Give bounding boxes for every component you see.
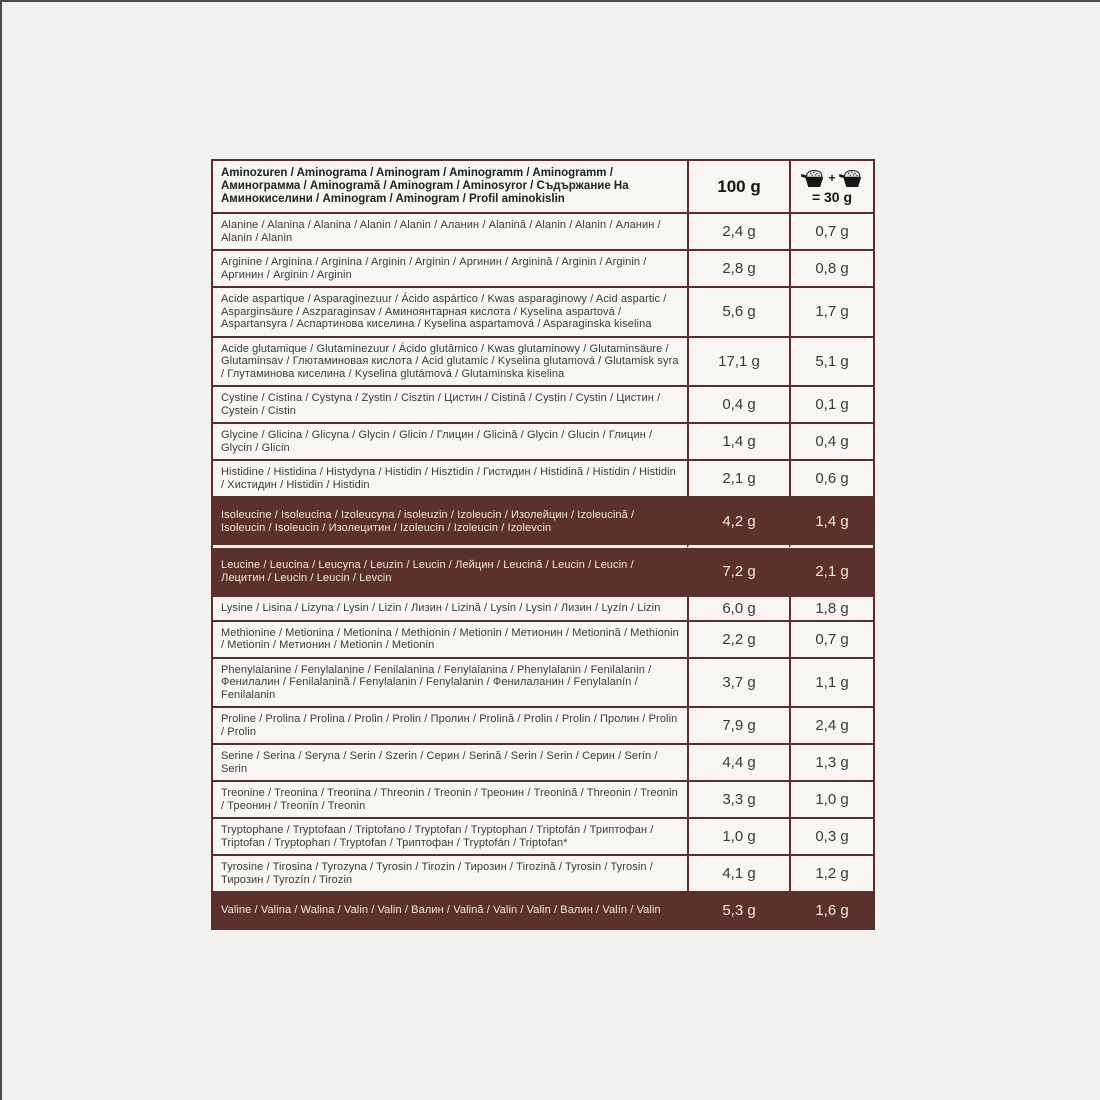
amino-names-cell: Cystine / Cistina / Cystyna / Zystin / Cisztin / Цистин / Cistină / Cystin / Cystin / Цистин / Cystein / Cistin <box>213 387 687 424</box>
value-100g-cell: 6,0 g <box>687 597 789 622</box>
amino-names-cell: Isoleucine / Isoleucina / Izoleucyna / isoleuzin / Izoleucin / Изолейцин / Izoleucină / Isoleucin / Isoleucin / Изолецитин / Izoleucin / Izoleucin / Izolevcin <box>213 498 687 548</box>
amino-names-cell: Acide aspartique / Asparaginezuur / Ácido aspártico / Kwas asparaginowy / Acid aspartic / Asparginsäure / Aszparaginsav / Аминоянтарная кислота / Kyselina aspartová / Aspartansyra / Аспартинова киселина / Kyselina aspartamová / Asparaginska kiselina <box>213 288 687 338</box>
value-100g-cell: 17,1 g <box>687 338 789 388</box>
value-100g-cell: 5,3 g <box>687 893 789 928</box>
aminogram-table <box>211 159 875 930</box>
value-30g-cell: 1,6 g <box>789 893 873 928</box>
value-30g-cell: 0,8 g <box>789 251 873 288</box>
header-per-serving <box>789 161 873 214</box>
value-100g-cell: 3,3 g <box>687 782 789 819</box>
value-30g-cell: 5,1 g <box>789 338 873 388</box>
value-30g-cell: 1,7 g <box>789 288 873 338</box>
header-per-100g: 100 g <box>687 161 789 214</box>
value-100g-cell: 7,9 g <box>687 708 789 745</box>
amino-names-cell: Histidine / Histidina / Histydyna / Histidin / Hisztidin / Гистидин / Histidină / Histidin / Histidin / Хистидин / Histidin / Histidin <box>213 461 687 498</box>
header-aminogram-title: Aminozuren / Aminograma / Aminogram / Aminogramm / Aminogramm / Аминограмма / Aminogramă / Aminogram / Aminosyror / Съдържание На Аминокиселини / Aminogram / Aminogram / Profil aminokislin <box>213 161 687 214</box>
value-100g-cell: 2,8 g <box>687 251 789 288</box>
table-row <box>213 856 873 893</box>
scoop-icon <box>800 168 826 188</box>
table-row <box>213 622 873 659</box>
table-row <box>213 251 873 288</box>
table-row <box>213 461 873 498</box>
plus-sign: + <box>828 171 836 185</box>
value-100g-cell: 2,2 g <box>687 622 789 659</box>
amino-names-cell: Phenylalanine / Fenylalanine / Fenilalanina / Fenylalanina / Phenylalanin / Fenilalanin / Фенилалин / Fenilalanină / Fenylalanin / Fenylalanin / Фенилаланин / Fenylalanín / Fenilalanin <box>213 659 687 709</box>
amino-names-cell: Treonine / Treonina / Treonina / Threonin / Treonin / Треонин / Treonină / Threonin / Treonin / Треонин / Treonín / Treonin <box>213 782 687 819</box>
table-row <box>213 214 873 251</box>
amino-names-cell: Valine / Valina / Walina / Valin / Valin / Валин / Valină / Valin / Valin / Валин / Valín / Valin <box>213 893 687 928</box>
amino-names-cell: Methionine / Metionina / Metionina / Methionin / Metionin / Метионин / Metionină / Methionin / Metionin / Метионин / Metionin / Metionin <box>213 622 687 659</box>
table-row <box>213 597 873 622</box>
amino-names-cell: Lysine / Lisina / Lizyna / Lysin / Lizin / Лизин / Lizină / Lysin / Lysin / Лизин / Lyzín / Lizin <box>213 597 687 622</box>
value-100g-cell: 7,2 g <box>687 548 789 597</box>
value-100g-cell: 4,4 g <box>687 745 789 782</box>
amino-names-cell: Alanine / Alanina / Alanina / Alanin / Alanin / Аланин / Alanină / Alanin / Alanin / Аланин / Alanin / Alanin <box>213 214 687 251</box>
value-100g-cell: 2,1 g <box>687 461 789 498</box>
value-30g-cell: 2,1 g <box>789 548 873 597</box>
value-30g-cell: 0,3 g <box>789 819 873 856</box>
value-100g-cell: 3,7 g <box>687 659 789 709</box>
value-100g-cell: 2,4 g <box>687 214 789 251</box>
serving-scoops <box>793 168 871 188</box>
amino-names-cell: Arginine / Arginina / Arginina / Arginin / Arginin / Аргинин / Arginină / Arginin / Arginin / Аргинин / Arginin / Arginin <box>213 251 687 288</box>
scoop-icon <box>838 168 864 188</box>
table-row <box>213 288 873 338</box>
amino-names-cell: Leucine / Leucina / Leucyna / Leuzin / Leucin / Лейцин / Leucină / Leucin / Leucin / Лецитин / Leucin / Leucin / Levcin <box>213 548 687 597</box>
value-100g-cell: 1,0 g <box>687 819 789 856</box>
value-30g-cell: 1,8 g <box>789 597 873 622</box>
value-30g-cell: 2,4 g <box>789 708 873 745</box>
table-row <box>213 782 873 819</box>
value-30g-cell: 0,6 g <box>789 461 873 498</box>
value-100g-cell: 0,4 g <box>687 387 789 424</box>
value-30g-cell: 1,4 g <box>789 498 873 548</box>
value-30g-cell: 0,7 g <box>789 622 873 659</box>
value-30g-cell: 1,2 g <box>789 856 873 893</box>
amino-names-cell: Acide glutamique / Glutaminezuur / Ácido glutâmico / Kwas glutaminowy / Glutaminsäure / Glutaminsav / Глютаминовая кислота / Acid glutamic / Kyselina glutamová / Glutamisk syra / Глутаминова киселина / Kyselina glutámová / Glutaminska kiselina <box>213 338 687 388</box>
value-30g-cell: 0,7 g <box>789 214 873 251</box>
amino-names-cell: Serine / Serina / Seryna / Serin / Szerin / Серин / Serină / Serin / Serin / Серин / Serín / Serin <box>213 745 687 782</box>
table-header-row <box>213 161 873 214</box>
table-row <box>213 424 873 461</box>
nutrition-label <box>211 159 875 930</box>
screenshot-edge-left <box>0 0 2 1100</box>
amino-names-cell: Tryptophane / Tryptofaan / Triptofano / Tryptofan / Tryptophan / Triptofán / Триптофан / Triptofan / Tryptophan / Tryptofan / Триптофан / Tryptofán / Triptofan* <box>213 819 687 856</box>
value-100g-cell: 4,2 g <box>687 498 789 548</box>
amino-names-cell: Proline / Prolina / Prolina / Prolin / Prolin / Пролин / Prolină / Prolin / Prolin / Пролин / Prolin / Prolin <box>213 708 687 745</box>
value-30g-cell: 1,0 g <box>789 782 873 819</box>
value-30g-cell: 1,3 g <box>789 745 873 782</box>
amino-names-cell: Glycine / Glicina / Glicyna / Glycin / Glicin / Глицин / Glicină / Glycin / Glucin / Глицин / Glycin / Glicin <box>213 424 687 461</box>
table-row <box>213 819 873 856</box>
table-row <box>213 387 873 424</box>
amino-names-cell: Tyrosine / Tirosina / Tyrozyna / Tyrosin / Tirozin / Тирозин / Tirozină / Tyrosin / Tyrosin / Тирозин / Tyrozín / Tirozin <box>213 856 687 893</box>
table-row <box>213 338 873 388</box>
screenshot-edge-top <box>0 0 1100 2</box>
table-row <box>213 498 873 548</box>
value-100g-cell: 5,6 g <box>687 288 789 338</box>
serving-equals-label: = 30 g <box>811 189 853 205</box>
value-100g-cell: 1,4 g <box>687 424 789 461</box>
table-row <box>213 893 873 928</box>
value-30g-cell: 1,1 g <box>789 659 873 709</box>
table-row <box>213 659 873 709</box>
table-row <box>213 548 873 597</box>
table-row <box>213 745 873 782</box>
table-row <box>213 708 873 745</box>
value-100g-cell: 4,1 g <box>687 856 789 893</box>
value-30g-cell: 0,4 g <box>789 424 873 461</box>
value-30g-cell: 0,1 g <box>789 387 873 424</box>
